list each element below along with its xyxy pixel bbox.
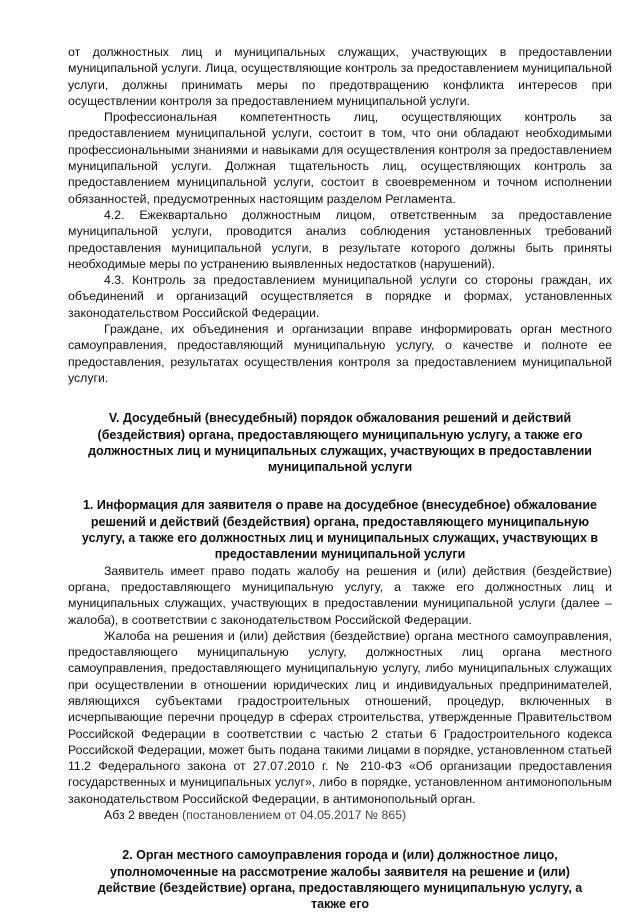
subsection-1-title: 1. Информация для заявителя о праве на досудебное (внесудебное) обжалование решений и действий (бездействия) органа, предоставляющего муниципальную услугу, а также его должностных лиц и муниципальных служащих, участвующих в предоставлении муниципальной услуги (81, 498, 599, 562)
paragraph: Жалоба на решения и (или) действия (бездействие) органа местного самоуправления, предоставляющего муниципальную услугу, должностных лиц органа местного самоуправления, предоставляющего муниципальную услугу, либо муниципальных служащих при осуществлении в отношении юридических лиц и индивидуальных предпринимателей, являющихся субъектами градостроительных отношений, процедур, включенных в исчерпывающие перечни процедур в сферах строительства, утвержденные Правительством Российской Федерации в соответствии с частью 2 статьи 6 Градостроительного кодекса Российской Федерации, может быть подана такими лицами в порядке, установленном статьей 11.2 Федерального закона от 27.07.2010 г. № 210-ФЗ «Об организации предоставления государственных и муниципальных услуг», либо в порядке, установленном антимонопольным законодательством Российской Федерации, в антимонопольный орган. (68, 628, 612, 806)
note-reference-link[interactable]: (постановлением от 04.05.2017 № 865) (182, 808, 407, 823)
paragraph: от должностных лиц и муниципальных служащих, участвующих в предоставлении муниципальной услуги. Лица, осуществляющие контроль за предоставлением муниципальной услуги, должны принимать меры по предотвращению конфликта интересов при осуществлении контроля за предоставлением муниципальной услуги. (68, 45, 612, 108)
paragraph: Заявитель имеет право подать жалобу на решения и (или) действия (бездействие) органа, предоставляющего муниципальную услугу, а также его должностных лиц и муниципальных служащих, участвующих в предоставлении муниципальной услуги (далее – жалоба), в соответствии с законодательством Российской Федерации. (68, 563, 612, 627)
amendment-note (68, 807, 612, 823)
paragraph: Профессиональная компетентность лиц, осуществляющих контроль за предоставлением муниципальной услуги, состоит в том, что они обладают необходимыми профессиональными знаниями и навыками для осуществления контроля за предоставлением муниципальной услуги. Должная тщательность лиц, осуществляющих контроль за предоставлением муниципальной услуги, состоит в своевременном и точном исполнении обязанностей, предусмотренных настоящим разделом Регламента. (68, 110, 612, 206)
document-page (68, 44, 612, 913)
spacer (68, 475, 612, 497)
note-prefix: Абз 2 введен (104, 808, 183, 823)
paragraph: Граждане, их объединения и организации вправе информировать орган местного самоуправления, предоставляющий муниципальную услугу, о качестве и полноте ее предоставления, результатах осуществления контроля за предоставлением муниципальной услуги. (68, 322, 612, 385)
spacer (68, 823, 612, 847)
paragraph: 4.2. Ежеквартально должностным лицом, ответственным за предоставление муниципальной услуги, проводится анализ соблюдения установленных требований предоставления муниципальной услуги, в результате которого должны быть приняты необходимые меры по устранению выявленных недостатков (нарушений). (68, 207, 612, 271)
spacer (68, 386, 612, 410)
paragraph: 4.3. Контроль за предоставлением муниципальной услуги со стороны граждан, их объединений и организаций осуществляется в порядке и формах, установленных законодательством Российской Федерации. (68, 273, 612, 320)
subsection-2-title: 2. Орган местного самоуправления города и (или) должностное лицо, уполномоченные на рассмотрение жалобы заявителя на решение и (или) действие (бездействие) органа, предоставляющего муниципальную услугу, а также его (97, 848, 583, 912)
section-5-title: V. Досудебный (внесудебный) порядок обжалования решений и действий (бездействия) органа, предоставляющего муниципальную услугу, а также его должностных лиц и муниципальных служащих, участвующих в предоставлении муниципальной услуги (88, 411, 592, 475)
